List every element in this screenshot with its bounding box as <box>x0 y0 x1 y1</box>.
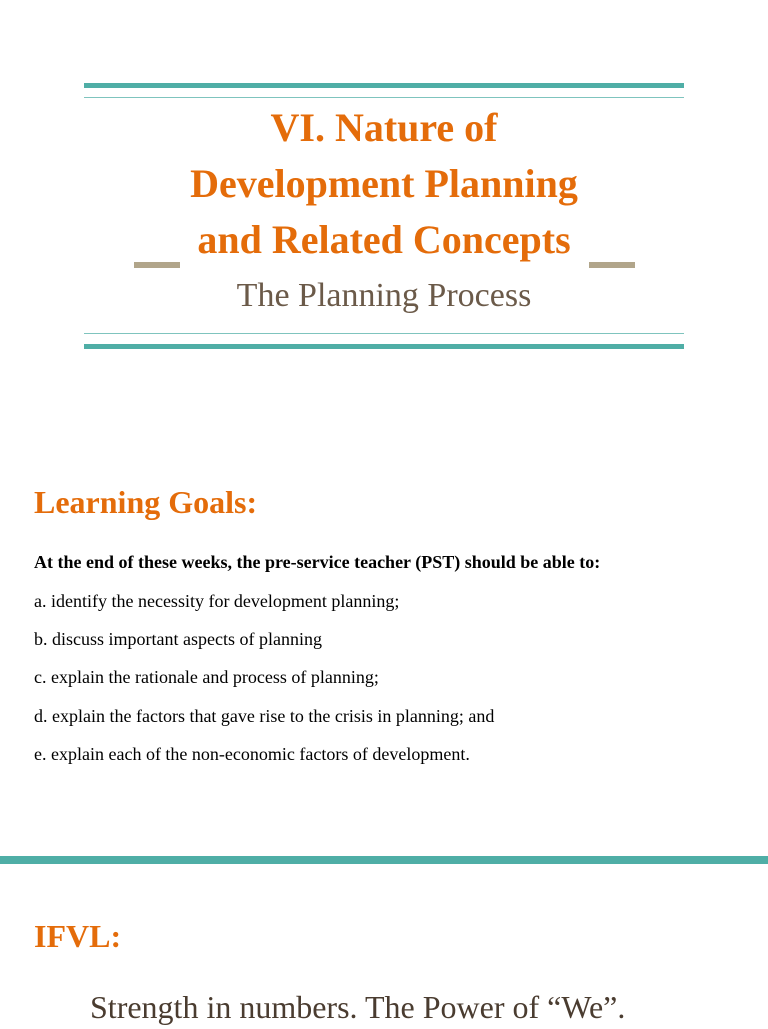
ifvl-text: Strength in numbers. The Power of “We”. <box>90 989 626 1025</box>
learning-goal-item: b. discuss important aspects of planning <box>34 629 322 649</box>
slide-title-line-1: VI. Nature of <box>270 105 498 150</box>
title-dash-right <box>589 262 635 268</box>
title-bottom-rule-thick <box>84 344 684 349</box>
title-top-rule-thick <box>84 83 684 88</box>
learning-goal-item: a. identify the necessity for development planning; <box>34 591 400 611</box>
title-bottom-rule-thin <box>84 333 684 334</box>
slide-title <box>84 100 684 268</box>
slide-title-line-3: and Related Concepts <box>197 217 571 262</box>
learning-goal-item: d. explain the factors that gave rise to the crisis in planning; and <box>34 706 495 726</box>
title-dash-left <box>134 262 180 268</box>
learning-goals-intro: At the end of these weeks, the pre-service teacher (PST) should be able to: <box>34 552 601 572</box>
title-top-rule-thin <box>84 97 684 98</box>
learning-goal-item: e. explain each of the non-economic factors of development. <box>34 744 470 764</box>
slide-divider <box>0 856 768 864</box>
learning-goal-item: c. explain the rationale and process of planning; <box>34 667 379 687</box>
learning-goals-heading: Learning Goals: <box>34 484 258 520</box>
slide-subtitle: The Planning Process <box>236 277 532 314</box>
ifvl-heading: IFVL: <box>34 918 122 954</box>
slide-title-line-2: Development Planning <box>190 161 578 206</box>
